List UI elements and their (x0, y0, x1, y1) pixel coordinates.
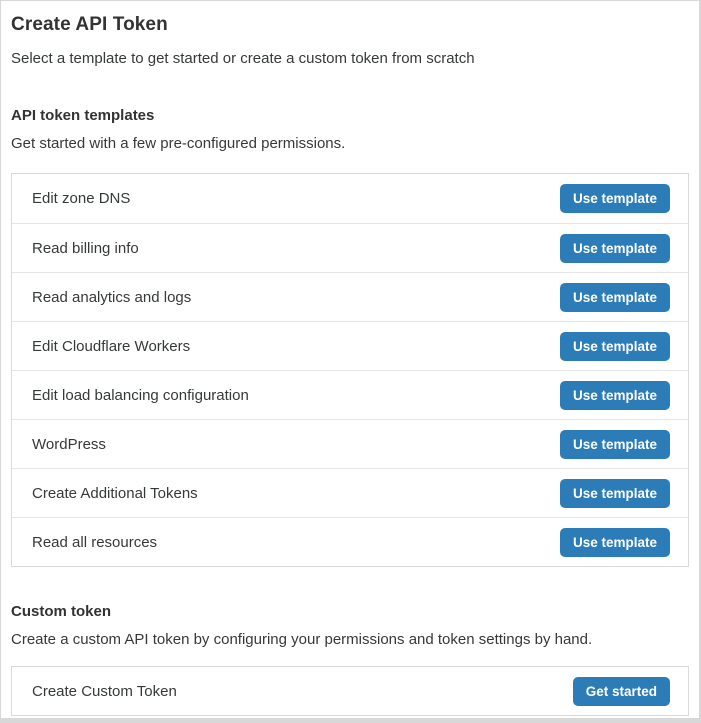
use-template-button[interactable]: Use template (560, 283, 670, 312)
use-template-button[interactable]: Use template (560, 184, 670, 213)
templates-section-heading: API token templates (11, 107, 155, 124)
page-title: Create API Token (11, 14, 168, 35)
templates-section-description: Get started with a few pre-configured permissions. (11, 135, 346, 152)
template-row (12, 321, 688, 370)
use-template-button[interactable]: Use template (560, 528, 670, 557)
template-row (12, 272, 688, 321)
template-row (12, 174, 688, 223)
use-template-button[interactable]: Use template (560, 234, 670, 263)
template-row-label: Edit Cloudflare Workers (32, 337, 191, 355)
use-template-button[interactable]: Use template (560, 430, 670, 459)
use-template-button[interactable]: Use template (560, 332, 670, 361)
use-template-button[interactable]: Use template (560, 381, 670, 410)
bottom-edge-strip (1, 718, 699, 723)
template-row (12, 223, 688, 272)
template-row (12, 517, 688, 566)
template-row-label: Create Additional Tokens (32, 484, 198, 502)
template-row (12, 419, 688, 468)
template-table (11, 173, 689, 567)
template-row (12, 370, 688, 419)
template-row-label: Edit load balancing configuration (32, 386, 249, 404)
custom-section-heading: Custom token (11, 603, 112, 620)
template-row-label: WordPress (32, 435, 106, 453)
custom-token-label: Create Custom Token (32, 682, 177, 700)
template-row-label: Read billing info (32, 239, 139, 257)
create-api-token-panel (1, 14, 699, 716)
template-row-label: Edit zone DNS (32, 190, 131, 207)
template-row-label: Read analytics and logs (32, 288, 192, 306)
page-subtitle: Select a template to get started or create a custom token from scratch (11, 50, 475, 67)
template-row-label: Read all resources (32, 533, 158, 551)
get-started-button[interactable]: Get started (573, 677, 670, 706)
template-row (12, 468, 688, 517)
custom-section-description: Create a custom API token by configuring your permissions and token settings by hand. (11, 631, 593, 648)
use-template-button[interactable]: Use template (560, 479, 670, 508)
custom-token-box (11, 666, 689, 716)
